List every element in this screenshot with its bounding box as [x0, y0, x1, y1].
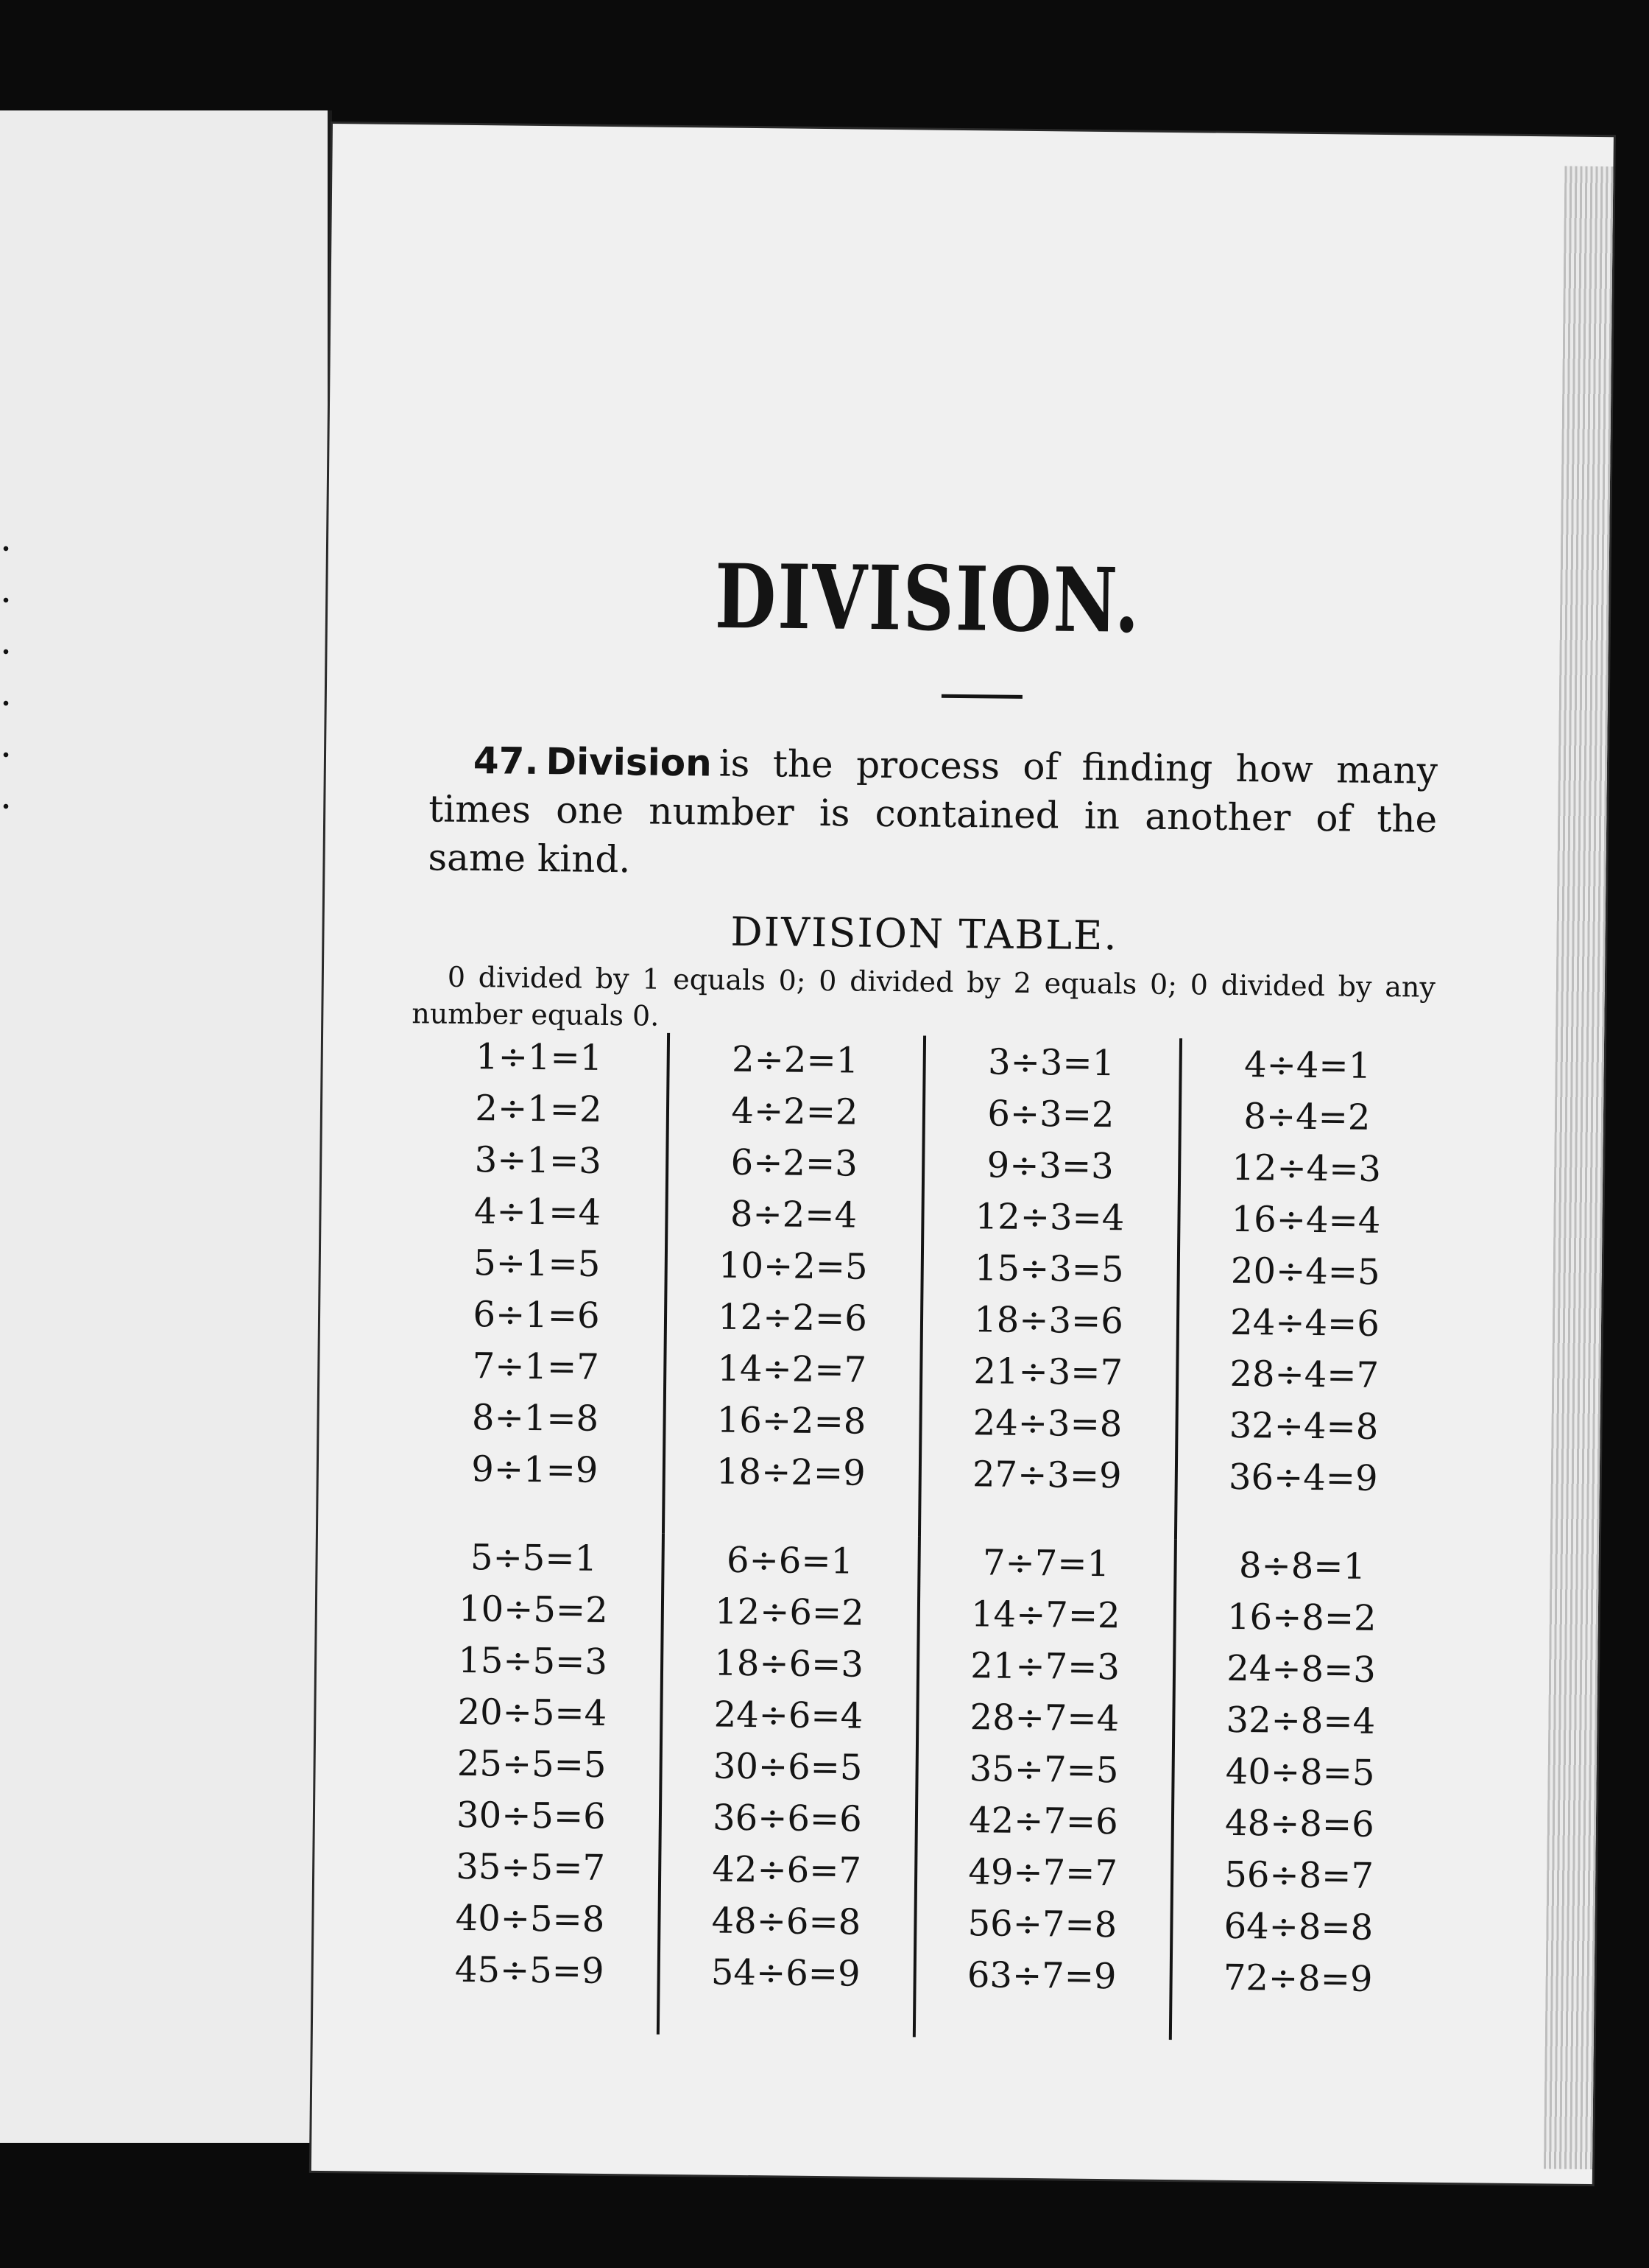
table-cell: 6÷3=2 — [987, 1093, 1115, 1136]
table-cell: 32÷8=4 — [1226, 1699, 1376, 1742]
table-cell: 6÷2=3 — [730, 1141, 858, 1185]
table-cell: 30÷6=5 — [713, 1745, 863, 1789]
table-cell: 12÷3=4 — [975, 1196, 1125, 1239]
table-cell: 42÷7=6 — [968, 1800, 1118, 1843]
table-column — [663, 1033, 926, 1537]
table-cell: 35÷7=5 — [969, 1748, 1119, 1792]
table-cell: 49÷7=7 — [968, 1851, 1118, 1895]
table-cell: 14÷2=7 — [717, 1348, 867, 1391]
table-block-upper — [406, 1030, 1435, 1542]
page-content — [400, 124, 1444, 2123]
table-cell: 6÷1=6 — [473, 1294, 600, 1336]
table-cell: 42÷6=7 — [712, 1848, 862, 1892]
table-note: 0 divided by 1 equals 0; 0 divided by 2 equals 0; 0 divided by any number equals 0. — [412, 960, 1436, 1032]
table-cell: 21÷7=3 — [970, 1645, 1120, 1688]
table-cell: 16÷4=4 — [1231, 1198, 1381, 1242]
table-column — [657, 1534, 921, 2038]
table-cell: 24÷8=3 — [1226, 1647, 1377, 1691]
table-column — [401, 1531, 665, 2035]
table-column — [1170, 1539, 1430, 2043]
table-cell: 36÷4=9 — [1228, 1456, 1378, 1499]
left-page-dots — [3, 523, 9, 817]
table-cell: 18÷6=3 — [714, 1642, 864, 1686]
table-cell: 18÷2=9 — [716, 1451, 866, 1494]
table-cell: 24÷3=8 — [972, 1402, 1123, 1445]
table-cell: 5÷1=5 — [473, 1242, 601, 1285]
table-cell: 24÷6=4 — [713, 1694, 864, 1737]
table-cell: 35÷5=7 — [456, 1845, 606, 1890]
table-cell: 2÷1=2 — [475, 1088, 602, 1130]
table-cell: 40÷5=8 — [455, 1897, 605, 1940]
definition-text: is the process of finding how many times one number is contained in another of the same kind. — [428, 742, 1438, 881]
table-cell: 2÷2=1 — [731, 1038, 859, 1082]
table-cell: 28÷4=7 — [1229, 1353, 1380, 1396]
table-cell: 5÷5=1 — [470, 1537, 598, 1580]
table-cell: 3÷1=3 — [474, 1139, 602, 1182]
table-column — [1175, 1038, 1436, 1542]
table-cell: 20÷4=5 — [1230, 1250, 1380, 1293]
table-cell: 56÷7=8 — [967, 1903, 1117, 1946]
table-cell: 21÷3=7 — [973, 1350, 1123, 1394]
left-page — [0, 110, 332, 2143]
table-cell: 15÷5=3 — [458, 1639, 608, 1683]
table-cell: 16÷2=8 — [716, 1399, 866, 1443]
table-block-lower — [401, 1531, 1430, 2043]
table-cell: 7÷1=7 — [472, 1345, 600, 1388]
table-cell: 3÷3=1 — [987, 1041, 1115, 1085]
table-cell: 36÷6=6 — [712, 1797, 863, 1840]
table-cell: 8÷2=4 — [730, 1193, 858, 1236]
title-rule — [942, 694, 1023, 699]
table-cell: 48÷6=8 — [711, 1900, 861, 1943]
definition-paragraph — [428, 736, 1438, 892]
table-cell: 10÷5=2 — [458, 1588, 608, 1632]
table-cell: 24÷4=6 — [1229, 1301, 1380, 1345]
right-page — [311, 124, 1614, 2184]
table-cell: 7÷7=1 — [982, 1542, 1110, 1585]
table-cell: 1÷1=1 — [475, 1036, 603, 1079]
table-cell: 9÷1=9 — [471, 1448, 598, 1491]
table-cell: 25÷5=5 — [456, 1742, 607, 1786]
section-number: 47. — [473, 739, 539, 783]
table-cell: 16÷8=2 — [1226, 1596, 1377, 1639]
table-cell: 4÷1=4 — [473, 1191, 601, 1233]
table-cell: 20÷5=4 — [457, 1691, 607, 1735]
table-column — [919, 1035, 1182, 1539]
table-cell: 6÷6=1 — [726, 1539, 854, 1582]
table-title: DIVISION TABLE. — [730, 908, 1118, 959]
table-cell: 63÷7=9 — [967, 1954, 1117, 1998]
table-cell: 32÷4=8 — [1229, 1404, 1379, 1448]
table-cell: 10÷2=5 — [718, 1244, 868, 1288]
table-cell: 8÷4=2 — [1243, 1096, 1371, 1138]
table-cell: 15÷3=5 — [974, 1247, 1124, 1291]
table-cell: 54÷6=9 — [710, 1951, 861, 1995]
table-cell: 12÷6=2 — [714, 1591, 864, 1634]
table-cell: 40÷8=5 — [1225, 1750, 1375, 1794]
table-cell: 8÷1=8 — [471, 1397, 599, 1440]
table-cell: 64÷8=8 — [1223, 1905, 1374, 1948]
table-cell: 4÷2=2 — [731, 1090, 858, 1133]
table-cell: 72÷8=9 — [1223, 1957, 1373, 2000]
table-cell: 12÷4=3 — [1232, 1147, 1382, 1190]
table-cell: 27÷3=9 — [972, 1454, 1122, 1497]
page-edge — [1544, 166, 1613, 2170]
table-cell: 8÷8=1 — [1238, 1545, 1366, 1588]
table-cell: 12÷2=6 — [717, 1296, 868, 1339]
defined-term: Division — [545, 740, 713, 785]
table-cell: 48÷8=6 — [1224, 1802, 1374, 1845]
table-cell: 9÷3=3 — [986, 1144, 1115, 1188]
table-cell: 30÷5=6 — [456, 1794, 607, 1838]
table-column — [914, 1536, 1177, 2040]
table-cell: 56÷8=7 — [1224, 1853, 1374, 1897]
table-cell: 28÷7=4 — [970, 1697, 1120, 1740]
table-column — [406, 1030, 670, 1534]
table-cell: 14÷7=2 — [970, 1593, 1120, 1637]
table-cell: 18÷3=6 — [973, 1299, 1124, 1342]
table-cell: 45÷5=9 — [454, 1948, 604, 1992]
page-title: DIVISION. — [714, 544, 1142, 653]
table-cell: 4÷4=1 — [1243, 1044, 1371, 1087]
